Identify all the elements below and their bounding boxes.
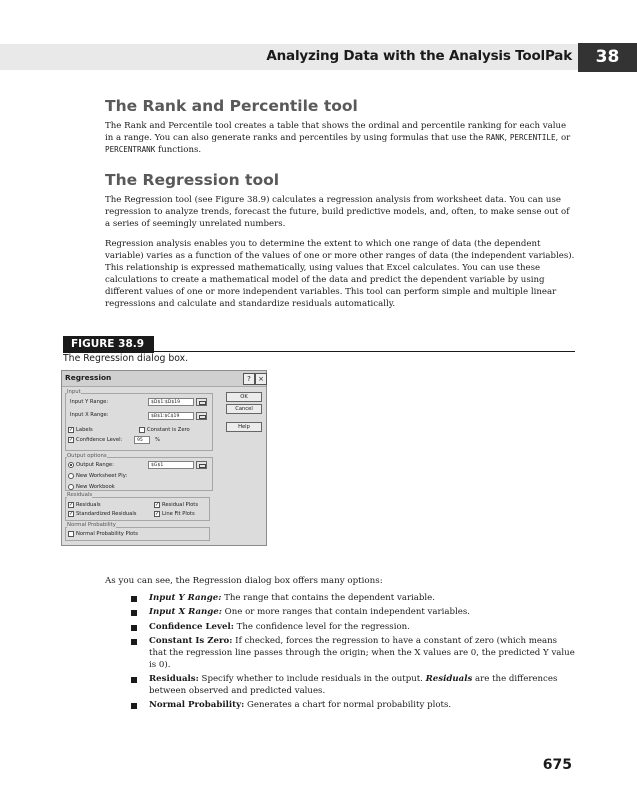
help-icon[interactable]: ? <box>243 373 255 385</box>
text-run: functions. <box>155 145 202 155</box>
new-worksheet-ply-label: New Worksheet Ply: <box>76 473 128 479</box>
text-run: , or <box>555 133 571 143</box>
residuals-label: Residuals <box>76 502 101 508</box>
list-item <box>131 622 576 634</box>
bullet-icon <box>131 625 137 631</box>
list-item <box>131 674 576 698</box>
collapse-dialog-x-icon[interactable] <box>196 412 207 420</box>
confidence-checkbox[interactable]: ✓ <box>69 437 74 443</box>
regression-dialog <box>61 370 267 546</box>
input-y-range-field[interactable]: $D$1:$D$19 <box>148 398 194 406</box>
figure-label: FIGURE 38.9 <box>63 336 154 353</box>
output-range-radio[interactable] <box>68 462 74 468</box>
input-x-label: Input X Range: <box>70 412 109 418</box>
option-term: Constant Is Zero: <box>149 636 233 647</box>
section-heading-regression: The Regression tool <box>105 171 280 189</box>
list-item <box>131 700 576 712</box>
collapse-dialog-y-icon[interactable] <box>196 398 207 406</box>
code-rank: RANK <box>486 133 505 142</box>
constant-zero-label: Constant is Zero <box>147 427 190 433</box>
chapter-number-tab: 38 <box>578 43 637 72</box>
collapse-dialog-output-icon[interactable] <box>196 461 207 469</box>
regression-paragraph-2: Regression analysis enables you to determine the extent to which one range of data (the dependent variable) varies as a function of the values of one or more other ranges of data (the independent variables). This relationship is expressed mathematically, using values that Excel calculates. You can use these calculations to create a mathematical model of the data and predict the dependent variable by using different values of one or more independent variables. This tool can perform simple and multiple linear regressions and calculate and standardize residuals automatically. <box>105 239 575 309</box>
figure-caption: The Regression dialog box. <box>63 353 189 364</box>
options-list <box>131 593 576 715</box>
list-item <box>131 607 576 619</box>
section-heading-rank-percentile: The Rank and Percentile tool <box>105 97 358 115</box>
bullet-icon <box>131 677 137 683</box>
line-fit-plots-label: Line Fit Plots <box>162 511 195 517</box>
input-y-label: Input Y Range: <box>70 399 109 405</box>
option-term: Normal Probability: <box>149 700 245 711</box>
bullet-icon <box>131 596 137 602</box>
option-text: One or more ranges that contain independent variables. <box>221 607 470 618</box>
rank-percentile-paragraph <box>105 120 577 156</box>
labels-label: Labels <box>76 427 93 433</box>
new-workbook-radio[interactable] <box>68 484 74 490</box>
option-term: Confidence Level: <box>149 621 234 632</box>
list-item <box>131 593 576 605</box>
output-options-label: Output options <box>67 453 107 459</box>
bullet-icon <box>131 703 137 709</box>
bullet-icon <box>131 610 137 616</box>
normal-probability-group-label: Normal Probability <box>67 522 116 528</box>
new-workbook-label: New Workbook <box>76 484 115 490</box>
dialog-title-bar <box>62 371 266 387</box>
option-term: Residuals: <box>149 674 199 685</box>
labels-checkbox[interactable]: ✓ <box>69 427 74 433</box>
close-icon[interactable]: × <box>255 373 267 385</box>
chapter-title: Analyzing Data with the Analysis ToolPak <box>266 48 572 64</box>
options-intro: As you can see, the Regression dialog box offers many options: <box>105 576 383 586</box>
code-percentrank: PERCENTRANK <box>105 145 156 154</box>
option-text: The confidence level for the regression. <box>233 621 410 632</box>
regression-paragraph-1: The Regression tool (see Figure 38.9) calculates a regression analysis from worksheet data. You can use regression to analyze trends, forecast the future, build predictive models, and, often, to make sense out of a series of seemingly unrelated numbers. <box>105 195 570 229</box>
option-term: Residuals <box>425 674 473 685</box>
normal-probability-label: Normal Probability Plots <box>76 531 138 537</box>
cancel-button[interactable]: Cancel <box>226 404 262 414</box>
output-range-field[interactable]: $G$1 <box>148 461 194 469</box>
help-button[interactable]: Help <box>226 422 262 432</box>
option-text: The range that contains the dependent variable. <box>221 593 435 603</box>
residual-plots-checkbox[interactable]: ✓ <box>155 502 160 508</box>
input-group-label: Input <box>67 389 81 395</box>
confidence-label: Confidence Level: <box>76 437 123 443</box>
option-text: Specify whether to include residuals in the output. <box>198 674 426 685</box>
option-term: Input X Range: <box>149 607 222 618</box>
text-run: The Rank and Percentile tool creates a table that shows the ordinal and percentile ranking for each value in a range. You can also generate ranks and percentiles by using formulas that use the <box>105 121 567 143</box>
normal-probability-checkbox[interactable] <box>68 531 74 537</box>
option-text: are the differences between observed and predicted values. <box>149 674 558 696</box>
standardized-residuals-checkbox[interactable]: ✓ <box>69 511 74 517</box>
constant-zero-checkbox[interactable] <box>139 427 145 433</box>
option-text: Generates a chart for normal probability plots. <box>244 700 452 711</box>
standardized-residuals-label: Standardized Residuals <box>76 511 137 517</box>
residuals-group-label: Residuals <box>67 492 93 498</box>
residual-plots-label: Residual Plots <box>162 502 199 508</box>
residuals-group <box>65 497 210 521</box>
page-number: 675 <box>542 757 572 773</box>
residuals-checkbox[interactable]: ✓ <box>69 502 74 508</box>
percent-sign: % <box>155 437 160 443</box>
ok-button[interactable]: OK <box>226 392 262 402</box>
confidence-level-field[interactable]: 95 <box>134 436 150 444</box>
new-worksheet-ply-radio[interactable] <box>68 473 74 479</box>
dialog-title: Regression <box>65 373 112 382</box>
code-percentile: PERCENTILE <box>509 133 556 142</box>
line-fit-plots-checkbox[interactable]: ✓ <box>155 511 160 517</box>
figure-rule <box>63 351 575 352</box>
output-range-label: Output Range: <box>76 462 114 468</box>
option-text: If checked, forces the regression to have a constant of zero (which means that the regression line passes through the origin; when the X values are 0, the predicted Y value is 0). <box>149 636 575 670</box>
input-x-range-field[interactable]: $B$1:$C$19 <box>148 412 194 420</box>
text-run: , <box>504 133 510 143</box>
list-item <box>131 636 576 671</box>
bullet-icon <box>131 639 137 645</box>
option-term: Input Y Range: <box>149 593 222 603</box>
